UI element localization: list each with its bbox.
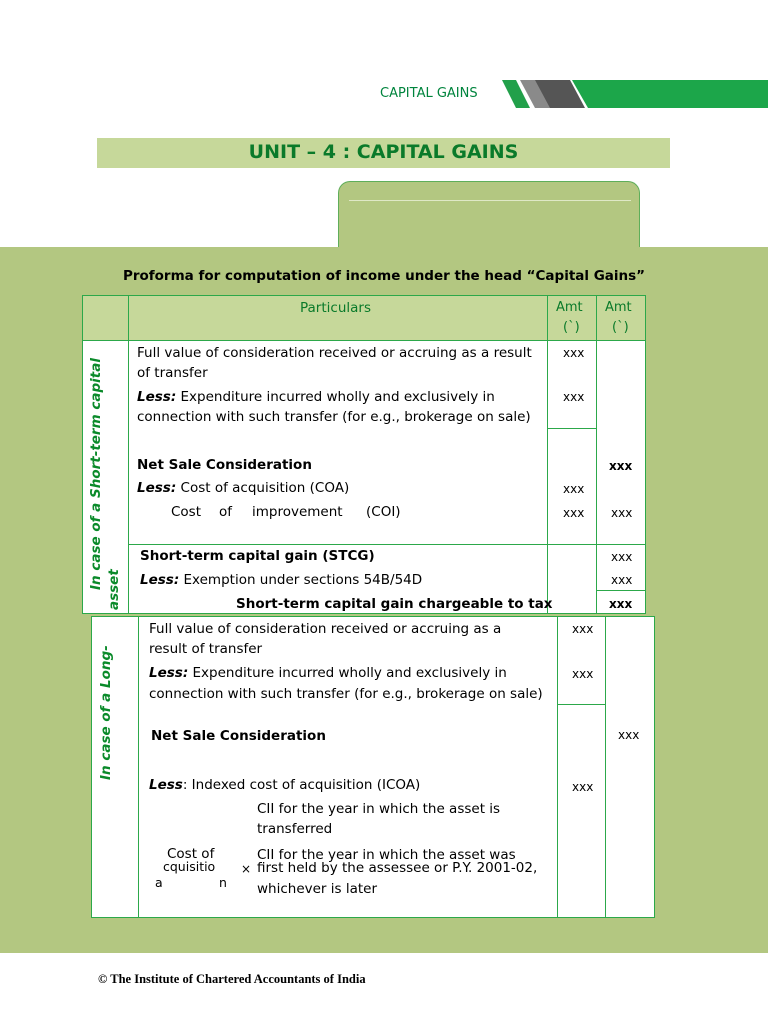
ltcg-cii1-line2: transferred [257,821,333,837]
stcg-label: Short-term capital gain (STCG) [140,548,375,564]
stcg-coi-improvement: improvement [252,504,343,520]
stcg-nsc: Net Sale Consideration [137,457,312,473]
header-amt1: Amt [556,300,583,315]
ltcg-cii1-line1: CII for the year in which the asset is [257,801,501,817]
stcg-fvc-line1: Full value of consideration received or accruing as a result [137,345,532,361]
stcg-amt-stcg: xxx [611,550,633,564]
header-decoration [500,78,768,110]
stcg-amt-exemption: xxx [611,573,633,587]
ltcg-nsc: Net Sale Consideration [151,728,326,744]
chapter-label: CAPITAL GAINS [380,86,478,101]
ltcg-times: × [241,862,252,876]
ltcg-icoa: Less: Indexed cost of acquisition (ICOA) [149,777,421,793]
unit-title: UNIT – 4 : CAPITAL GAINS [248,141,519,163]
ltcg-cii2-line2: first held by the assessee or P.Y. 2001-02, [257,860,538,876]
ltcg-exp-line2: connection with such transfer (for e.g., brokerage on sale) [149,686,543,702]
stcg-amt-exp: xxx [563,390,585,404]
stcg-side-label-2: asset [106,569,122,610]
header-particulars: Particulars [300,300,371,316]
stcg-exemption: Less: Exemption under sections 54B/54D [140,572,423,588]
ltcg-exp-line1: Less: Expenditure incurred wholly and exclusively in [149,665,507,681]
ltcg-amt-nsc: xxx [618,728,640,742]
decorative-tab [338,181,640,252]
stcg-chargeable: Short-term capital gain chargeable to tax [236,596,553,612]
stcg-exp-line2: connection with such transfer (for e.g., brokerage on sale) [137,409,531,425]
ltcg-amt-icoa: xxx [572,780,594,794]
ltcg-cii2-line1: CII for the year in which the asset was [257,847,516,863]
header-amt1-unit: (`) [563,320,580,335]
ltcg-side-label: In case of a Long- [98,645,114,780]
ltcg-amt-exp: xxx [572,667,594,681]
ltcg-amt-fvc: xxx [572,622,594,636]
ltcg-fvc-line1: Full value of consideration received or accruing as a [149,621,502,637]
stcg-amt-coi: xxx [563,506,585,520]
stcg-amt-coi-total: xxx [611,506,633,520]
stcg-fvc-line2: of transfer [137,365,208,381]
stcg-side-label: In case of a Short-term capital [88,358,104,590]
header-amt2: Amt [605,300,632,315]
footer-copyright: © The Institute of Chartered Accountants of India [98,972,366,986]
stcg-coi-of: of [219,504,233,520]
stcg-coa: Less: Cost of acquisition (COA) [137,480,350,496]
ltcg-n: n [219,875,227,890]
stcg-amt-coa: xxx [563,482,585,496]
stcg-exp-line1: Less: Expenditure incurred wholly and exclusively in [137,389,495,405]
ltcg-a: a [155,875,163,890]
ltcg-cost-of: Cost of [167,846,215,862]
stcg-amt-nsc: xxx [609,459,633,473]
stcg-amt-chargeable: xxx [609,597,633,611]
ltcg-cquisitio: cquisitio [163,859,216,874]
ltcg-fvc-line2: result of transfer [149,641,263,657]
unit-title-bar [97,138,670,168]
stcg-amt-fvc: xxx [563,346,585,360]
header-amt2-unit: (`) [612,320,629,335]
proforma-title: Proforma for computation of income under the head “Capital Gains” [122,268,646,284]
stcg-coi-cost: Cost [171,504,202,520]
stcg-coi-abbr: (COI) [366,504,401,520]
ltcg-cii2-line3: whichever is later [257,881,378,897]
